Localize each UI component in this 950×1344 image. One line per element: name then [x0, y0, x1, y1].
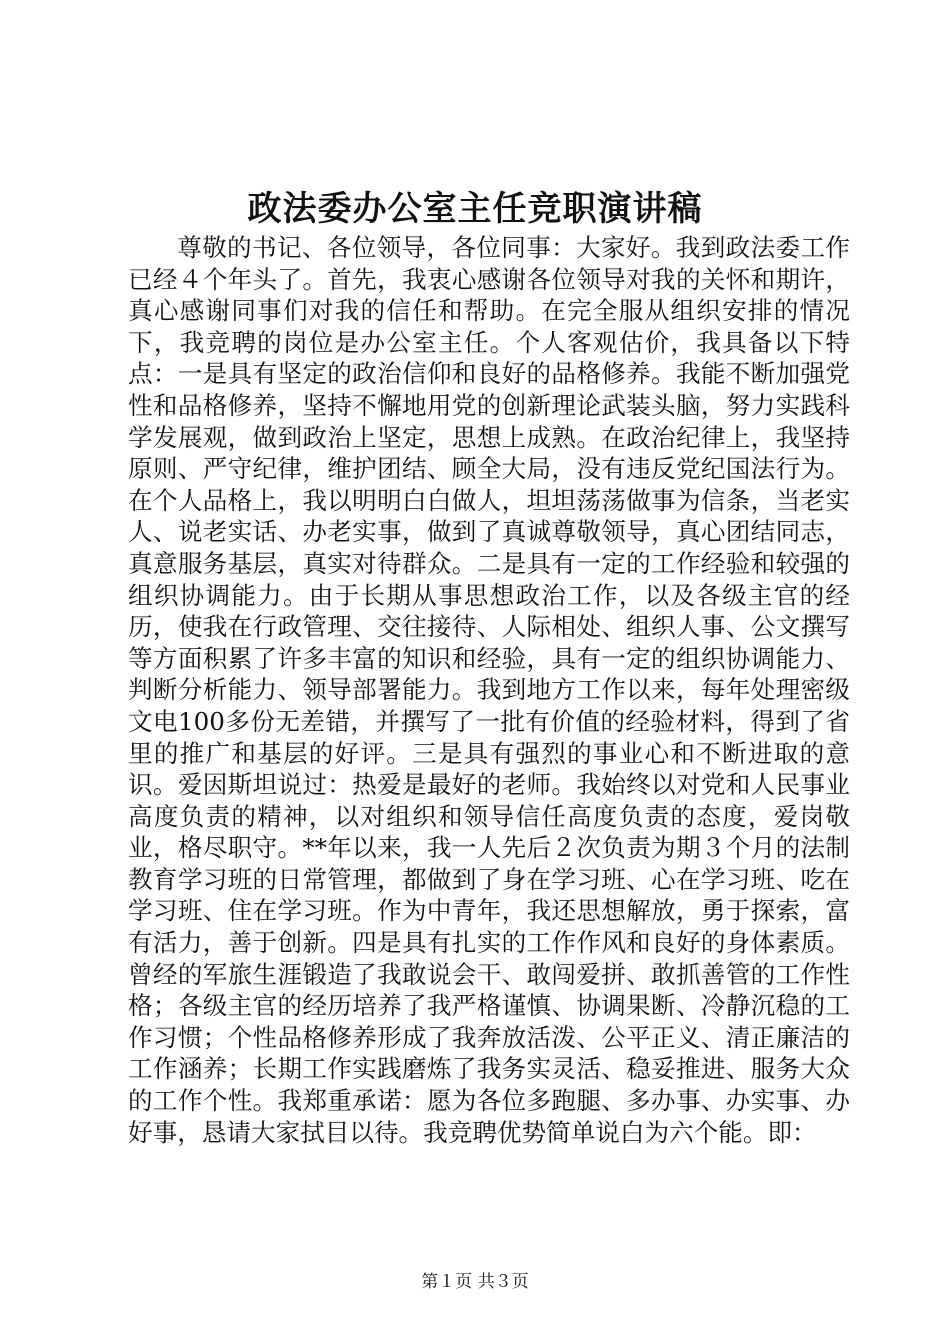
- page-footer: 第１页 共３页: [421, 1272, 529, 1292]
- document-title: 政法委办公室主任竞职演讲稿: [247, 189, 703, 229]
- speech-body-paragraph: 尊敬的书记、各位领导，各位同事：大家好。我到政法委工作已经４个年头了。首先，我衷心感谢各位领导对我的关怀和期许，真心感谢同事们对我的信任和帮助。在完全服从组织安排的情况下，我竞聘的岗位是办公室主任。个人客观估价，我具备以下特点：一是具有坚定的政治信仰和良好的品格修养。我能不断加强党性和品格修养，坚持不懈地用党的创新理论武装头脑，努力实践科学发展观，做到政治上坚定，思想上成熟。在政治纪律上，我坚持原则、严守纪律，维护团结、顾全大局，没有违反党纪国法行为。在个人品格上，我以明明白白做人，坦坦荡荡做事为信条，当老实人、说老实话、办老实事，做到了真诚尊敬领导，真心团结同志，真意服务基层，真实对待群众。二是具有一定的工作经验和较强的组织协调能力。由于长期从事思想政治工作，以及各级主官的经历，使我在行政管理、交往接待、人际相处、组织人事、公文撰写等方面积累了许多丰富的知识和经验，具有一定的组织协调能力、判断分析能力、领导部署能力。我到地方工作以来，每年处理密级文电100多份无差错，并撰写了一批有价值的经验材料，得到了省里的推广和基层的好评。三是具有强烈的事业心和不断进取的意识。爱因斯坦说过：热爱是最好的老师。我始终以对党和人民事业高度负责的精神，以对组织和领导信任高度负责的态度，爱岗敬业，格尽职守。**年以来，我一人先后２次负责为期３个月的法制教育学习班的日常管理，都做到了身在学习班、心在学习班、吃在学习班、住在学习班。作为中青年，我还思想解放，勇于探索，富有活力，善于创新。四是具有扎实的工作作风和良好的身体素质。曾经的军旅生涯锻造了我敢说会干、敢闯爱拼、敢抓善管的工作性格；各级主官的经历培养了我严格谨慎、协调果断、冷静沉稳的工作习惯；个性品格修养形成了我奔放活泼、公平正义、清正廉洁的工作涵养；长期工作实践磨炼了我务实灵活、稳妥推进、服务大众的工作个性。我郑重承诺：愿为各位多跑腿、多办事、办实事、办好事，恳请大家拭目以待。我竞聘优势简单说白为六个能。即：: [128, 233, 850, 1147]
